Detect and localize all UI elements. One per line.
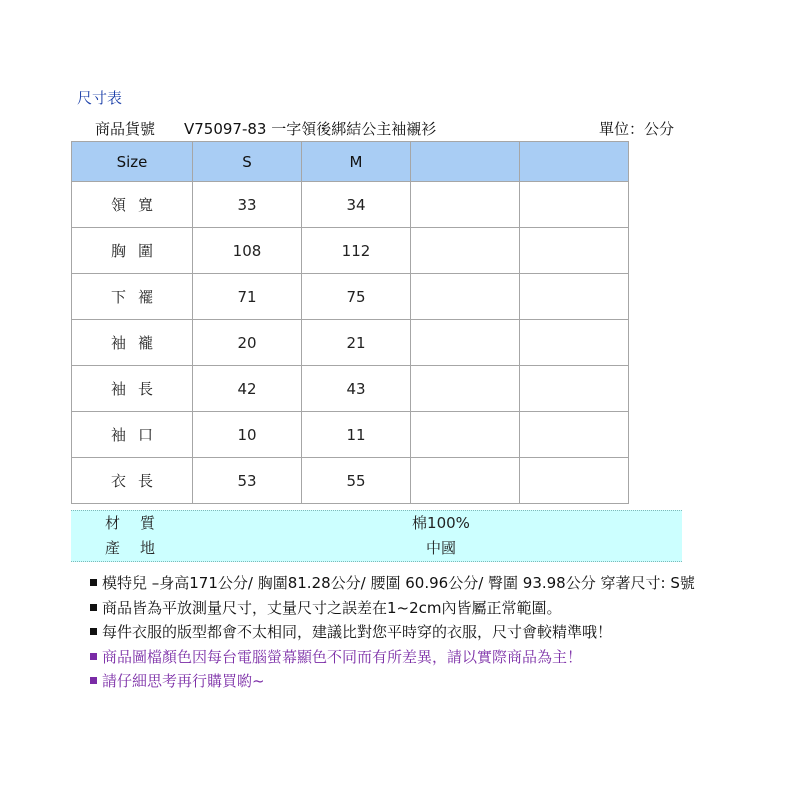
cell-m: 112: [302, 228, 411, 274]
note-text: 模特兒 –身高171公分/ 胸圍81.28公分/ 腰圍 60.96公分/ 臀圍 93.98公分 穿著尺寸: S號: [102, 574, 695, 592]
table-row: [72, 274, 629, 320]
bullet-square-icon: [90, 677, 97, 684]
cell-s: 42: [193, 366, 302, 412]
cell-m: 34: [302, 182, 411, 228]
origin-row: [71, 536, 682, 560]
cell-empty: [411, 228, 520, 274]
cell-empty: [520, 366, 629, 412]
cell-s: 20: [193, 320, 302, 366]
cell-s: 33: [193, 182, 302, 228]
note-text: 每件衣服的版型都會不太相同，建議比對您平時穿的衣服，尺寸會較精準哦！: [102, 623, 613, 641]
note-model-measurements: [90, 571, 695, 596]
cell-empty: [411, 412, 520, 458]
header-m: M: [302, 142, 411, 182]
note-text: 商品皆為平放測量尺寸，丈量尺寸之誤差在1~2cm內皆屬正常範圍。: [102, 598, 562, 617]
header-s: S: [193, 142, 302, 182]
unit-label: 單位：公分: [599, 120, 675, 138]
cell-m: 75: [302, 274, 411, 320]
product-code-and-name: V75097-83 一字領後綁結公主袖襯衫: [184, 120, 437, 138]
row-label: 胸圍: [72, 228, 193, 274]
page-title: 尺寸表: [77, 89, 123, 107]
row-label: 領寬: [72, 182, 193, 228]
header-empty: [520, 142, 629, 182]
cell-empty: [520, 274, 629, 320]
note-text: 請仔細思考再行購買喲~: [102, 672, 265, 690]
material-value: 棉100%: [412, 514, 470, 532]
cell-m: 21: [302, 320, 411, 366]
table-row: [72, 320, 629, 366]
cell-empty: [411, 366, 520, 412]
bullet-square-icon: [90, 653, 97, 660]
row-label: 袖口: [72, 412, 193, 458]
header-size: Size: [72, 142, 193, 182]
origin-label: 產地: [105, 539, 176, 557]
row-label: 袖長: [72, 366, 193, 412]
cell-empty: [520, 458, 629, 504]
table-row: [72, 458, 629, 504]
size-table: [71, 141, 629, 504]
cell-m: 11: [302, 412, 411, 458]
bullet-square-icon: [90, 579, 97, 586]
origin-value: 中國: [425, 539, 456, 557]
table-row: [72, 182, 629, 228]
note-fit-advice: [90, 620, 695, 645]
note-color-disclaimer: [90, 645, 695, 670]
cell-empty: [411, 458, 520, 504]
material-row: [71, 511, 682, 535]
cell-empty: [520, 412, 629, 458]
cell-empty: [520, 228, 629, 274]
cell-empty: [520, 182, 629, 228]
cell-empty: [520, 320, 629, 366]
material-label: 材質: [105, 514, 176, 532]
note-flat-measurement: [90, 596, 695, 621]
cell-empty: [411, 182, 520, 228]
material-origin-panel: [71, 510, 682, 562]
table-row: [72, 228, 629, 274]
note-text: 商品圖檔顏色因每台電腦螢幕顯色不同而有所差異，請以實際商品為主！: [102, 647, 583, 666]
cell-s: 10: [193, 412, 302, 458]
row-label: 衣長: [72, 458, 193, 504]
product-code-label: 商品貨號: [95, 120, 156, 138]
notes-list: [90, 571, 695, 694]
bullet-square-icon: [90, 604, 97, 611]
size-table-header-row: [72, 142, 629, 182]
cell-s: 53: [193, 458, 302, 504]
table-row: [72, 366, 629, 412]
cell-empty: [411, 274, 520, 320]
cell-s: 71: [193, 274, 302, 320]
header-empty: [411, 142, 520, 182]
bullet-square-icon: [90, 628, 97, 635]
cell-s: 108: [193, 228, 302, 274]
table-row: [72, 412, 629, 458]
note-consider-before-buying: [90, 669, 695, 694]
cell-empty: [411, 320, 520, 366]
row-label: 袖襱: [72, 320, 193, 366]
cell-m: 43: [302, 366, 411, 412]
row-label: 下襬: [72, 274, 193, 320]
cell-m: 55: [302, 458, 411, 504]
